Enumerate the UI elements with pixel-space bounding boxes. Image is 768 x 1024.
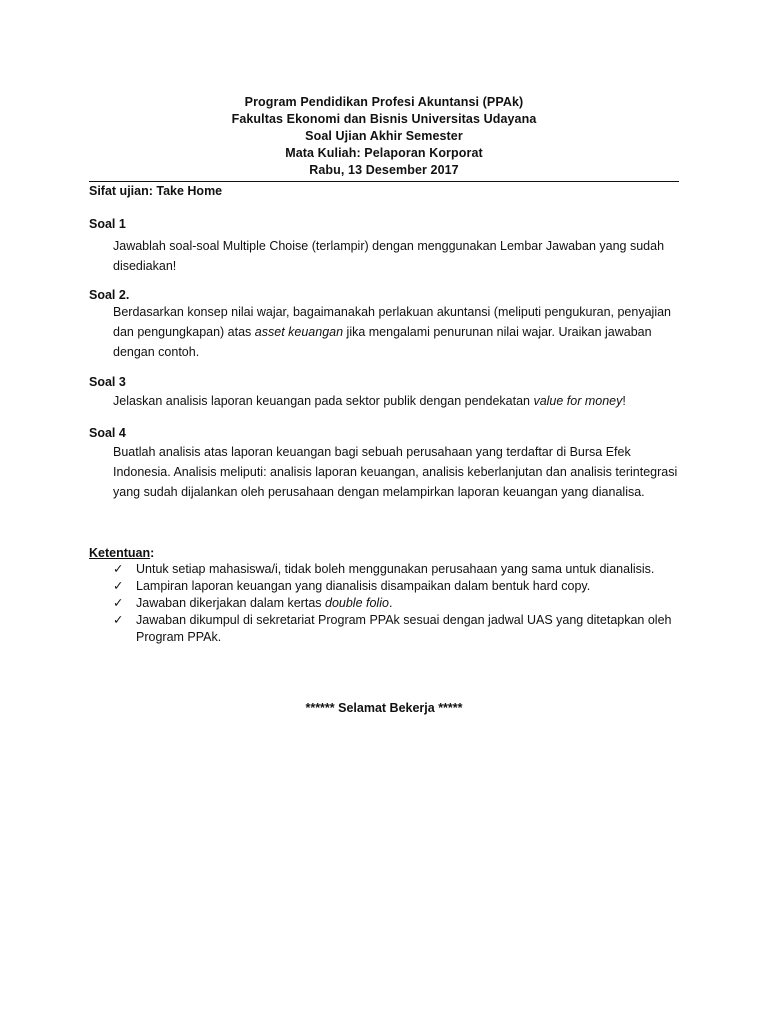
question-2-text-a: Berdasarkan konsep nilai wajar, bagaimanakah perlakuan akuntansi (meliputi pengukuran, penyajian dan pengungkapan) atas (113, 305, 671, 339)
rule-item (113, 595, 678, 612)
question-4-title: Soal 4 (89, 426, 126, 440)
rule-item-text-b: . (388, 596, 393, 610)
rules-heading-label: Ketentuan (89, 546, 151, 560)
question-4-text: Buatlah analisis atas laporan keuangan bagi sebuah perusahaan yang terdaftar di Bursa Efek Indonesia. Analisis meliputi: analisis laporan keuangan, analisis keberlanjutan dan analisis terintegrasi yang sudah dijalankan oleh perusahaan dengan melampirkan laporan keuangan yang dianalisa. (113, 445, 678, 499)
rule-item-text: Lampiran laporan keuangan yang dianalisis disampaikan dalam bentuk hard copy. (136, 579, 591, 593)
header-program: Program Pendidikan Profesi Akuntansi (PPAk) (244, 95, 524, 109)
rule-item-text: Jawaban dikumpul di sekretariat Program PPAk sesuai dengan jadwal UAS yang ditetapkan oleh Program PPAk. (136, 613, 672, 644)
question-3-title: Soal 3 (89, 375, 126, 389)
closing-message: ****** Selamat Bekerja ***** (305, 701, 463, 715)
question-2-title: Soal 2. (89, 288, 130, 302)
rule-item (113, 561, 678, 578)
header-divider (89, 181, 679, 182)
question-3-text-b: ! (622, 394, 626, 408)
question-3-text (113, 391, 678, 411)
rule-item (113, 578, 678, 595)
question-1-text: Jawablah soal-soal Multiple Choise (terlampir) dengan menggunakan Lembar Jawaban yang sudah disediakan! (113, 239, 665, 273)
rule-item-text: Untuk setiap mahasiswa/i, tidak boleh menggunakan perusahaan yang sama untuk dianalisis. (136, 562, 655, 576)
check-icon: ✓ (113, 596, 124, 610)
rules-heading (89, 545, 154, 562)
rules-list (113, 561, 678, 646)
rule-item-text-a: Jawaban dikerjakan dalam kertas (136, 596, 325, 610)
question-3-italic: value for money (533, 394, 623, 408)
rules-heading-colon: : (150, 546, 155, 560)
exam-type: Sifat ujian: Take Home (89, 184, 223, 198)
question-3-text-a: Jelaskan analisis laporan keuangan pada sektor publik dengan pendekatan (113, 394, 534, 408)
question-2-text-b: jika mengalami penurunan nilai wajar. Uraikan jawaban dengan contoh. (113, 325, 652, 359)
question-2-italic: asset keuangan (254, 325, 344, 339)
document-header (0, 94, 768, 179)
header-faculty: Fakultas Ekonomi dan Bisnis Universitas Udayana (231, 112, 537, 126)
rule-item-italic: double folio (325, 596, 389, 610)
rule-item (113, 612, 678, 646)
check-icon: ✓ (113, 613, 124, 627)
question-2-text (113, 302, 678, 362)
question-1-title: Soal 1 (89, 217, 126, 231)
check-icon: ✓ (113, 579, 124, 593)
check-icon: ✓ (113, 562, 124, 576)
header-exam-title: Soal Ujian Akhir Semester (305, 129, 463, 143)
header-date: Rabu, 13 Desember 2017 (309, 163, 459, 177)
header-course: Mata Kuliah: Pelaporan Korporat (285, 146, 483, 160)
